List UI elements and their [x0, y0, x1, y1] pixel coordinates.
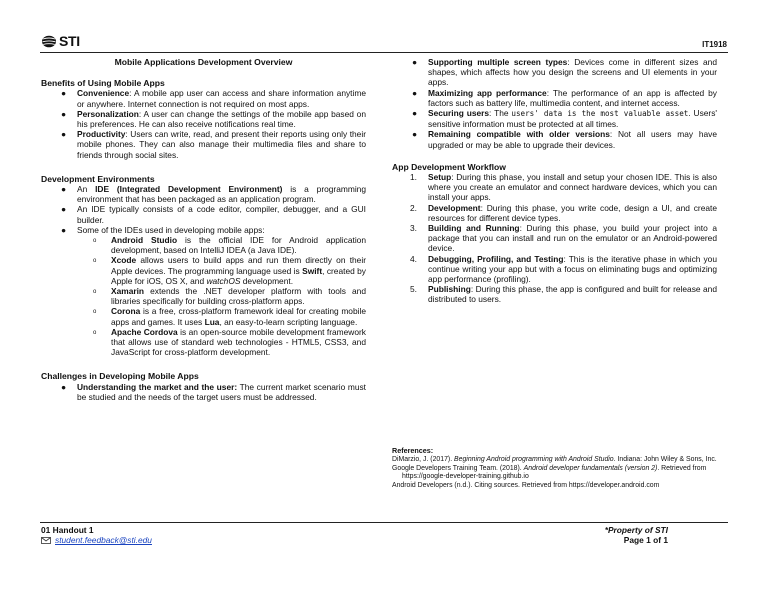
workflow-heading: App Development Workflow — [392, 161, 506, 172]
list-item: ● Convenience: A mobile app user can access and share information anytime or anywhere. Internet connection is not required on most apps. — [61, 88, 366, 109]
footer-rule — [40, 522, 728, 523]
workflow-list — [392, 172, 717, 305]
list-item: ● Securing users: The users' data is the most valuable asset. Users' sensitive information must be protected at all times. — [412, 108, 718, 130]
workflow-step: 5. Publishing: During this phase, the app is configured and built for release and distributed to users. — [410, 284, 717, 305]
right-column — [392, 57, 717, 305]
references-heading: References: — [392, 446, 434, 455]
list-item: ● Supporting multiple screen types: Devices come in different sizes and shapes, which affects how you design the screens and UI elements in your apps. — [412, 57, 717, 88]
reference-item: Android Developers (n.d.). Citing sources. Retrieved from https://developer.android.com — [392, 482, 660, 490]
benefits-list — [41, 88, 366, 159]
ide-apache-cordova: o Apache Cordova is an open-source mobile development framework that allows use of standard web technologies - HTML5, CSS3, and JavaScript for cross-platform development. — [93, 326, 366, 358]
footer-left — [41, 525, 152, 545]
workflow-step: 1. Setup: During this phase, you install and setup your chosen IDE. This is also where you create an emulator and connect hardware devices, which you can install your apps. — [410, 172, 717, 203]
list-item: ● Some of the IDEs used in developing mobile apps: — [61, 224, 265, 235]
document-title: Mobile Applications Development Overview — [114, 57, 293, 67]
workflow-step: 3. Building and Running: During this phase, you build your project into a package that you can install and run on the emulator or an Android-powered device. — [410, 223, 717, 254]
left-column — [41, 57, 366, 402]
list-item: ● Understanding the market and the user: The current market scenario must be studied and the needs of the target users must be addressed. — [61, 381, 366, 402]
logo-text: STI — [59, 33, 80, 49]
reference-item: Google Developers Training Team. (2018). Android developer fundamentals (version 2). Retrieved from https://google-developer-training.github.io — [392, 464, 707, 481]
handout-number: 01 Handout 1 — [41, 525, 94, 535]
ide-xamarin: o Xamarin extends the .NET developer platform with tools and libraries specifically for building cross-platform apps. — [93, 286, 366, 307]
globe-icon — [41, 35, 57, 48]
challenges-list-left — [41, 382, 366, 402]
feedback-email-link[interactable]: student.feedback@sti.edu — [55, 535, 152, 545]
ide-android-studio: o Android Studio is the official IDE for Android application development, based on IntelliJ IDEA (a Java IDE). — [93, 235, 366, 256]
ide-list — [41, 235, 366, 357]
envelope-icon — [41, 537, 51, 544]
sti-logo — [41, 34, 80, 48]
reference-item: DiMarzio, J. (2017). Beginning Android programming with Android Studio. Indiana: John Wiley & Sons, Inc. — [392, 455, 717, 463]
benefits-heading: Benefits of Using Mobile Apps — [41, 78, 165, 89]
references — [392, 447, 722, 491]
property-notice: *Property of STI — [604, 525, 668, 535]
challenges-heading: Challenges in Developing Mobile Apps — [41, 371, 199, 382]
feedback-email — [41, 535, 152, 545]
header-rule — [40, 52, 728, 53]
list-item: ● Maximizing app performance: The performance of an app is affected by factors such as battery life, multimedia content, and internet access. — [412, 87, 717, 108]
list-item: ● An IDE typically consists of a code editor, compiler, debugger, and a GUI builder. — [61, 204, 366, 225]
ide-corona: o Corona is a free, cross-platform framework ideal for creating mobile apps and games. It uses Lua, an easy-to-learn scripting language. — [93, 306, 366, 327]
list-item: ● Remaining compatible with older versions: Not all users may have upgraded or may be able to upgrade their devices. — [412, 129, 718, 150]
list-item: ● An IDE (Integrated Development Environment) is a programming environment that has been packaged as an application program. — [61, 184, 366, 205]
workflow-step: 4. Debugging, Profiling, and Testing: This is the iterative phase in which you continue writing your app but with a focus on eliminating bugs and optimizing app performance (profiling). — [410, 253, 717, 285]
course-code: IT1918 — [702, 40, 727, 49]
footer-right — [605, 525, 668, 545]
page-number: Page 1 of 1 — [623, 535, 668, 545]
workflow-step: 2. Development: During this phase, you write code, design a UI, and create resources for different device types. — [410, 202, 717, 223]
environments-heading: Development Environments — [41, 173, 155, 184]
environments-list — [41, 184, 366, 235]
list-item: ● Personalization: A user can change the settings of the mobile app based on his preferences. He can also receive notifications real time. — [61, 108, 366, 130]
list-item: ● Productivity: Users can write, read, and present their reports using only their mobile phones. They can also manage their multimedia files and share to friends through social sites. — [61, 129, 366, 160]
challenges-list-right — [392, 57, 717, 150]
ide-xcode: o Xcode allows users to build apps and run them directly on their Apple devices. The programming language used is Swift, created by Apple for iOS, OS X, and watchOS development. — [93, 255, 366, 286]
